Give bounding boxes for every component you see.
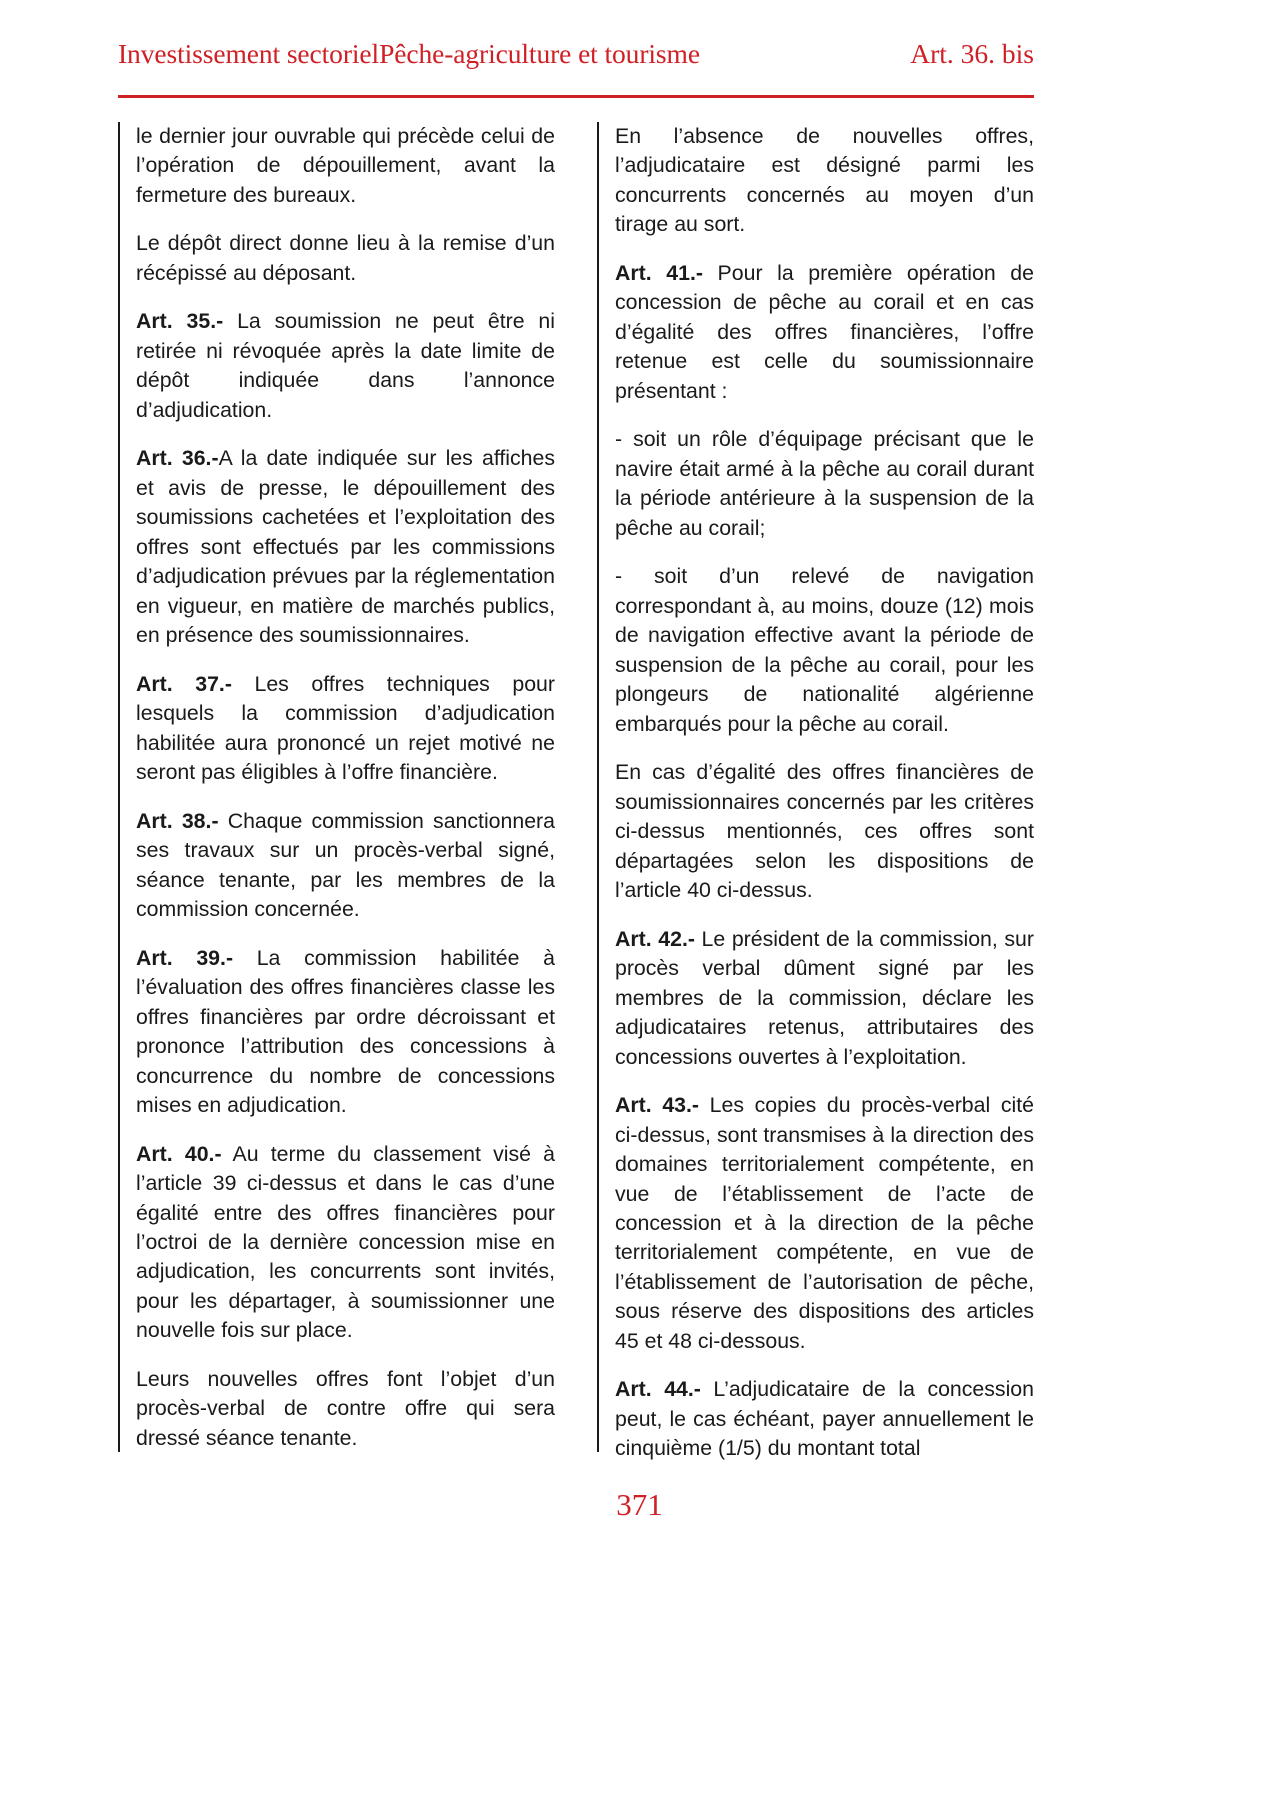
paragraph-text: Le dépôt direct donne lieu à la remise d’un récépissé au déposant. xyxy=(136,231,555,285)
paragraph-text: Pour la première opération de concession de pêche au corail et en cas d’égalité des offres financières, l’offre retenue est celle du soumissionnaire présentant : xyxy=(615,260,1034,403)
paragraph-text: Au terme du classement visé à l’article 39 ci-dessus et dans le cas d’une égalité entre des offres financières pour l’octroi de la dernière concession mise en adjudication, les concurrents sont invités, pour les départager, à soumissionner une nouvelle fois sur place. xyxy=(136,1141,555,1343)
article-number-label: Art. 40.- xyxy=(136,1141,222,1166)
paragraph-text: L’adjudicataire de la concession peut, le cas échéant, payer annuellement le cinquième (1/5) du montant total xyxy=(615,1377,1034,1461)
header-article-reference: Art. 36. bis xyxy=(910,38,1034,69)
paragraph xyxy=(136,122,555,210)
right-column xyxy=(597,122,1034,1461)
paragraph-text: - soit d’un relevé de navigation correspondant à, au moins, douze (12) mois de navigation effective avant la période de suspension de la pêche au corail, pour les plongeurs de nationalité algérienne embarqués pour la pêche au corail. xyxy=(615,564,1034,736)
article-paragraph-35 xyxy=(136,307,555,425)
left-column xyxy=(118,122,555,1452)
article-paragraph-43 xyxy=(615,1091,1034,1356)
paragraph-text: La commission habilitée à l’évaluation des offres financières classe les offres financières par ordre décroissant et prononce l’attribution des concessions à concurrence du nombre de concessions mises en adjudication. xyxy=(136,945,555,1118)
article-number-label: Art. 41.- xyxy=(615,260,703,285)
paragraph-text: A la date indiquée sur les affiches et avis de presse, le dépouillement des soumissions cachetées et l’exploitation des offres sont effectués par les commissions d’adjudication prévues par la réglementation en vigueur, en matière de marchés publics, en présence des soumissionnaires. xyxy=(136,446,556,648)
paragraph-text: La soumission ne peut être ni retirée ni révoquée après la date limite de dépôt indiquée dans l’annonce d’adjudication. xyxy=(136,309,555,422)
article-paragraph-38 xyxy=(136,807,555,925)
page-header xyxy=(118,38,1034,70)
article-number-label: Art. 35.- xyxy=(136,309,224,334)
paragraph-text: Le président de la commission, sur procès verbal dûment signé par les membres de la commission, déclare les adjudicataires retenus, attributaires des concessions ouvertes à l’exploitation. xyxy=(615,926,1034,1069)
paragraph-text: Chaque commission sanctionnera ses travaux sur un procès-verbal signé, séance tenante, par les membres de la commission concernée. xyxy=(136,808,555,922)
article-number-label: Art. 42.- xyxy=(615,926,695,951)
article-paragraph-42 xyxy=(615,925,1034,1072)
paragraph-text: Les offres techniques pour lesquels la commission d’adjudication habilitée aura prononcé un rejet motivé ne seront pas éligibles à l’offre financière. xyxy=(136,671,555,785)
paragraph-text: Les copies du procès-verbal cité ci-dessus, sont transmises à la direction des domaines territorialement compétente, en vue de l’établissement de l’acte de concession et à la direction de la pêche territorialement compétente, en vue de l’établissement de l’autorisation de pêche, sous réserve des dispositions des articles 45 et 48 ci-dessous. xyxy=(615,1093,1034,1353)
article-number-label: Art. 36.- xyxy=(136,446,219,471)
article-paragraph-44 xyxy=(615,1375,1034,1463)
article-paragraph-40 xyxy=(136,1140,555,1346)
paragraph xyxy=(615,758,1034,905)
page-number: 371 xyxy=(616,1487,663,1522)
article-paragraph-36 xyxy=(136,444,555,650)
list-item xyxy=(615,425,1034,543)
paragraph xyxy=(136,1365,555,1453)
article-number-label: Art. 37.- xyxy=(136,671,232,696)
article-number-label: Art. 38.- xyxy=(136,808,219,833)
paragraph xyxy=(615,122,1034,240)
paragraph-text: En l’absence de nouvelles offres, l’adjudicataire est désigné parmi les concurrents concernés au moyen d’un tirage au sort. xyxy=(615,124,1034,237)
article-number-label: Art. 44.- xyxy=(615,1377,701,1402)
header-divider-rule xyxy=(118,95,1034,98)
paragraph-text: Leurs nouvelles offres font l’objet d’un procès-verbal de contre offre qui sera dressé séance tenante. xyxy=(136,1366,555,1450)
article-paragraph-41 xyxy=(615,259,1034,406)
paragraph xyxy=(136,229,555,288)
article-paragraph-37 xyxy=(136,670,555,788)
article-number-label: Art. 43.- xyxy=(615,1093,700,1118)
article-number-label: Art. 39.- xyxy=(136,945,234,970)
header-title-left: Investissement sectorielPêche-agriculture et tourisme xyxy=(118,38,700,69)
paragraph-text: En cas d’égalité des offres financières de soumissionnaires concernés par les critères ci-dessus mentionnés, ces offres sont départagées selon les dispositions de l’article 40 ci-dessus. xyxy=(615,760,1034,903)
list-item xyxy=(615,562,1034,739)
paragraph-text: - soit un rôle d’équipage précisant que le navire était armé à la pêche au corail durant la période antérieure à la suspension de la pêche au corail; xyxy=(615,427,1034,540)
body-columns xyxy=(118,122,1034,1461)
paragraph-text: le dernier jour ouvrable qui précède celui de l’opération de dépouillement, avant la fermeture des bureaux. xyxy=(136,124,555,207)
article-paragraph-39 xyxy=(136,944,555,1121)
